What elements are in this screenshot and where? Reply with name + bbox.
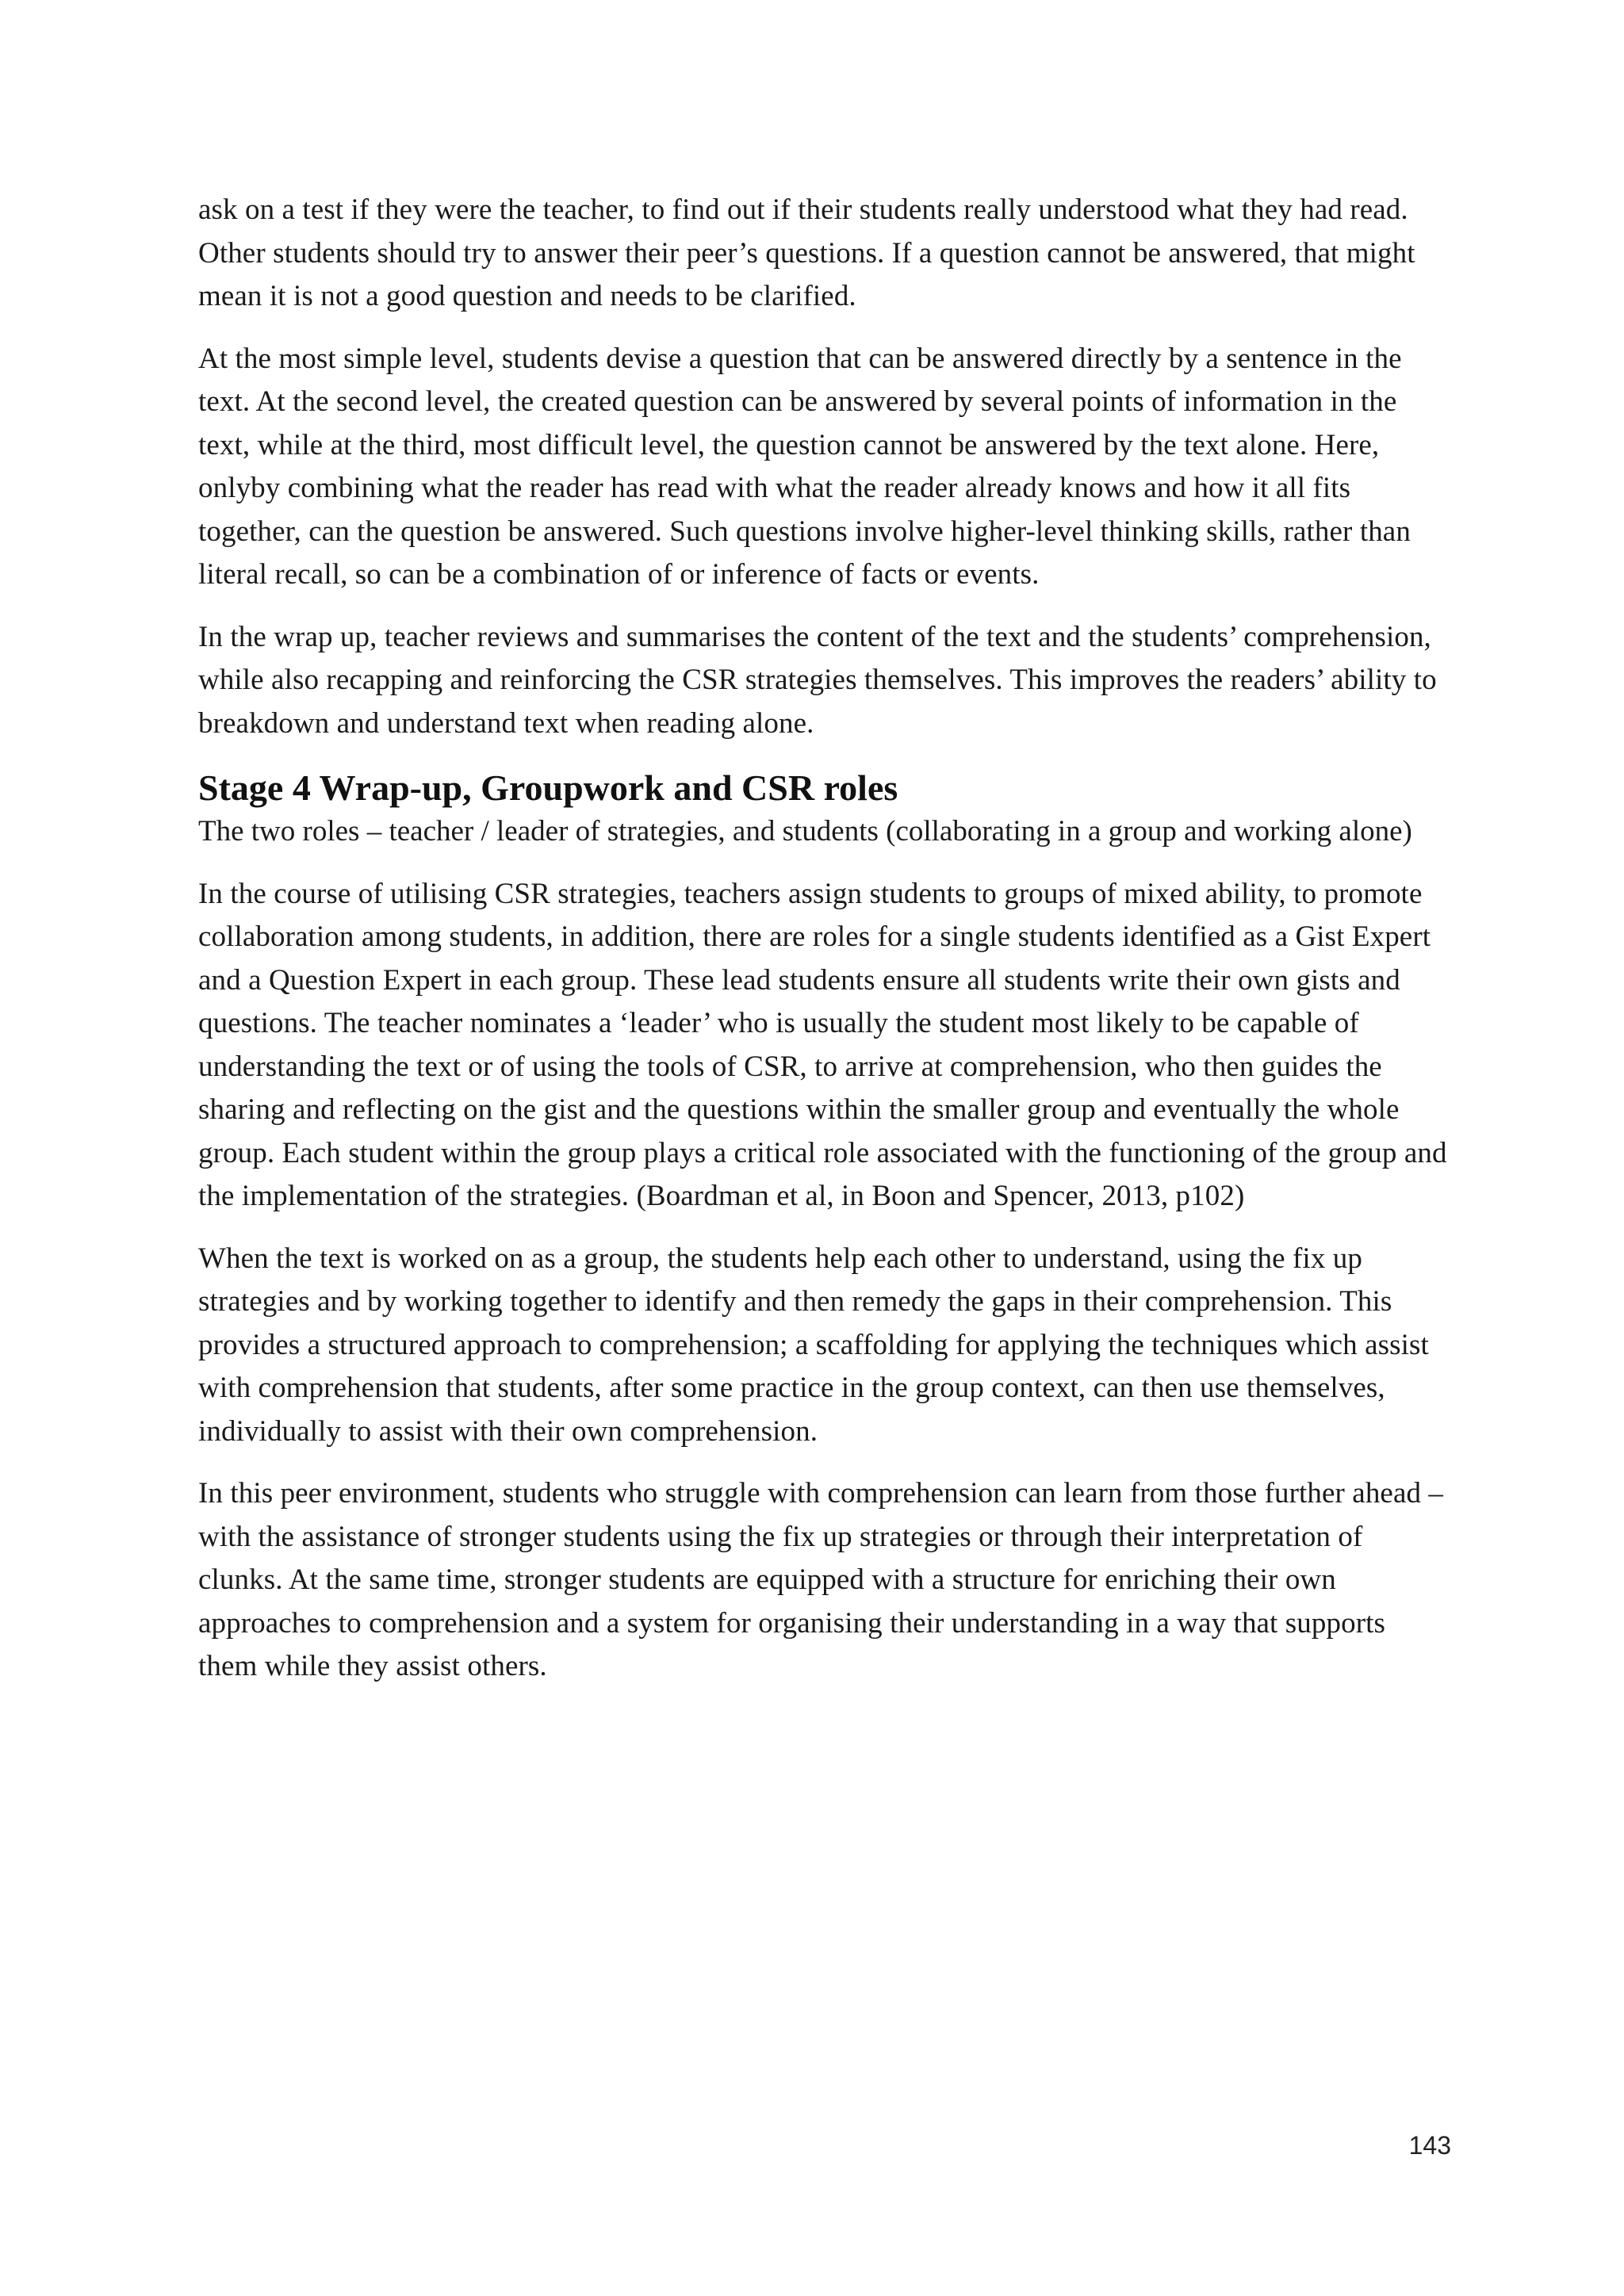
page-number: 143	[1408, 2131, 1451, 2160]
paragraph-question-peers: ask on a test if they were the teacher, to find out if their students really understood what they had read. Other students should try to answer their peer’s questions. If a question cannot be answered, that might mean it is not a good question and needs to be clarified.	[198, 193, 1415, 312]
paragraph-group-work: When the text is worked on as a group, the students help each other to understand, using the fix up strategies and by working together to identify and then remedy the gaps in their comprehension. This provides a structured approach to comprehension; a scaffolding for applying the techniques which assist with comprehension that students, after some practice in the group context, can then use themselves, individually to assist with their own comprehension.	[198, 1242, 1429, 1448]
section-subline: The two roles – teacher / leader of strategies, and students (collaborating in a group and working alone)	[198, 815, 1412, 848]
paragraph-wrap-up: In the wrap up, teacher reviews and summarises the content of the text and the students’ comprehension, while also recapping and reinforcing the CSR strategies themselves. This improves the readers’ ability to breakdown and understand text when reading alone.	[198, 620, 1437, 740]
paragraph-peer-environment: In this peer environment, students who struggle with comprehension can learn from those further ahead – with the assistance of stronger students using the fix up strategies or through their interpretation of clunks. At the same time, stronger students are equipped with a structure for enriching their own approaches to comprehension and a system for organising their understanding in a way that supports them while they assist others.	[198, 1477, 1444, 1682]
paragraph-question-levels: At the most simple level, students devise a question that can be answered directly by a sentence in the text. At the second level, the created question can be answered by several points of information in the text, while at the third, most difficult level, the question cannot be answered by the text alone. Here, onlyby combining what the reader has read with what the reader already knows and how it all fits together, can the question be answered. Such questions involve higher-level thinking skills, rather than literal recall, so can be a combination of or inference of facts or events.	[198, 342, 1411, 591]
page-body	[198, 189, 1451, 1708]
paragraph-group-roles: In the course of utilising CSR strategies, teachers assign students to groups of mixed ability, to promote collaboration among students, in addition, there are roles for a single students identified as a Gist Expert and a Question Expert in each group. These lead students ensure all students write their own gists and questions. The teacher nominates a ‘leader’ who is usually the student most likely to be capable of understanding the text or of using the tools of CSR, to arrive at comprehension, who then guides the sharing and reflecting on the gist and the questions within the smaller group and eventually the whole group. Each student within the group plays a critical role associated with the functioning of the group and the implementation of the strategies. (Boardman et al, in Boon and Spencer, 2013, p102)	[198, 877, 1447, 1212]
section-heading: Stage 4 Wrap-up, Groupwork and CSR roles	[198, 767, 898, 808]
